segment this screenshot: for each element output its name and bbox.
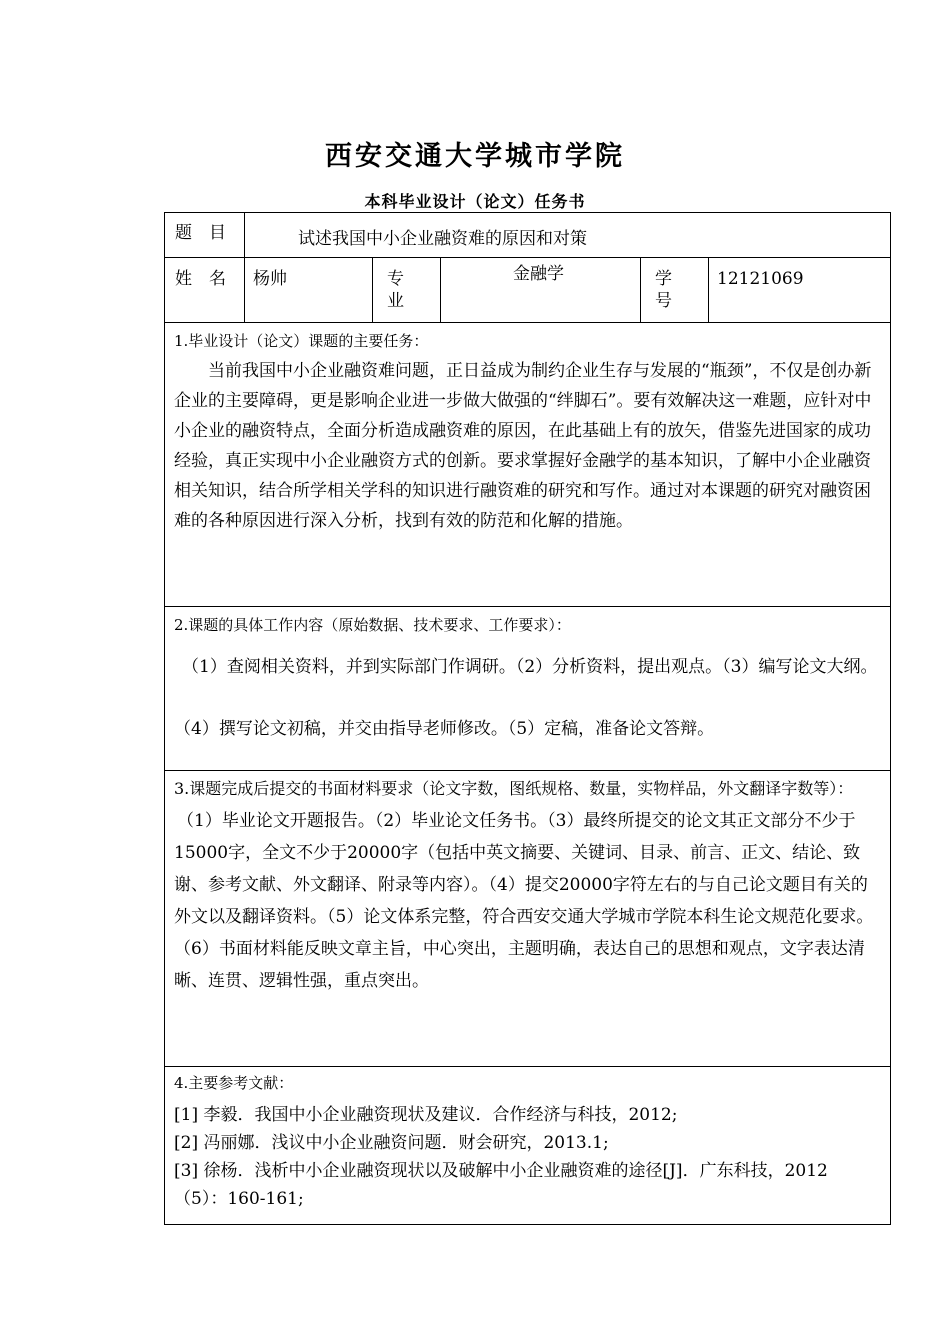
section-materials-cell [165,771,891,1067]
name-value: 杨帅 [253,269,287,289]
student-info-row [165,258,891,323]
name-value-cell [245,258,373,323]
reference-item: [3] 徐杨．浅析中小企业融资现状以及破解中小企业融资难的途径[J]．广东科技，2012（5）：160-161; [174,1161,828,1209]
reference-item: [1] 李毅．我国中小企业融资现状及建议．合作经济与科技，2012; [174,1105,678,1125]
section-references-cell [165,1067,891,1225]
page-title: 西安交通大学城市学院 [325,141,625,172]
topic-label: 题 目 [175,223,226,243]
section-references [165,1067,891,1225]
section-work-content-heading: 2.课题的具体工作内容（原始数据、技术要求、工作要求）： [174,616,571,634]
id-label-cell [641,258,709,323]
section-main-task [165,323,891,607]
id-value-cell [709,258,891,323]
section-main-task-cell [165,323,891,607]
section-materials-heading: 3.课题完成后提交的书面材料要求（论文字数，图纸规格、数量，实物样品，外文翻译字数等）： [174,779,854,798]
section-materials [165,771,891,1067]
section-materials-body: （1）毕业论文开题报告。（2）毕业论文任务书。（3）最终所提交的论文其正文部分不少于15000字，全文不少于20000字（包括中英文摘要、关键词、目录、前言、正文、结论、致谢、参考文献、外文翻译、附录等内容）。（4）提交20000字符左右的与自己论文题目有关的外文以及翻译资料。（5）论文体系完整，符合西安交通大学城市学院本科生论文规范化要求。（6）书面材料能反映文章主旨，中心突出，主题明确，表达自己的思想和观点，文字表达清晰、连贯、逻辑性强，重点突出。 [174,811,874,991]
major-label: 专 业 [387,269,404,311]
topic-value: 试述我国中小企业融资难的原因和对策 [298,229,587,249]
section-work-content-body: （1）查阅相关资料，并到实际部门作调研。（2）分析资料，提出观点。（3）编写论文大纲。（4）撰写论文初稿，并交由指导老师修改。（5）定稿，准备论文答辩。 [174,657,878,739]
reference-item: [2] 冯丽娜．浅议中小企业融资问题．财会研究，2013.1; [174,1133,609,1153]
section-work-content-cell [165,607,891,771]
topic-value-cell [245,213,891,258]
major-value: 金融学 [513,264,564,284]
task-form-table [164,212,891,1225]
section-work-content [165,607,891,771]
name-label: 姓 名 [175,269,226,289]
major-label-cell [373,258,441,323]
page-subtitle: 本科毕业设计（论文）任务书 [364,192,586,211]
topic-label-cell [165,213,245,258]
major-value-cell [441,258,641,323]
name-label-cell [165,258,245,323]
topic-row [165,213,891,258]
id-label: 学 号 [655,269,672,311]
section-main-task-body: 当前我国中小企业融资难问题，正日益成为制约企业生存与发展的“瓶颈”，不仅是创办新企业的主要障碍，更是影响企业进一步做大做强的“绊脚石”。要有效解决这一难题，应针对中小企业的融资特点，全面分析造成融资难的原因，在此基础上有的放矢，借鉴先进国家的成功经验，真正实现中小企业融资方式的创新。要求掌握好金融学的基本知识，了解中小企业融资相关知识，结合所学相关学科的知识进行融资难的研究和写作。通过对本课题的研究对融资困难的各种原因进行深入分析，找到有效的防范和化解的措施。 [174,361,872,531]
section-references-heading: 4.主要参考文献： [174,1074,294,1092]
section-main-task-heading: 1.毕业设计（论文）课题的主要任务： [174,332,429,350]
id-value: 12121069 [717,269,804,289]
